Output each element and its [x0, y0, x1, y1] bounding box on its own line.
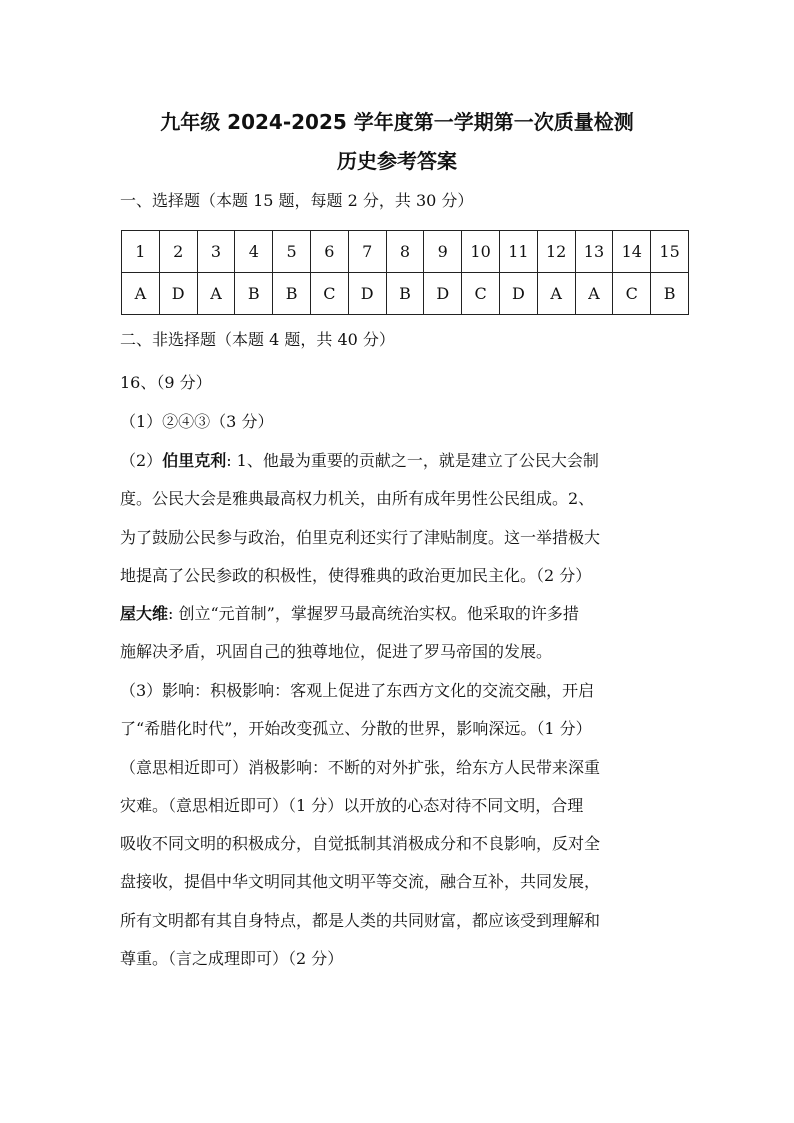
answer-line: 地提高了公民参政的积极性，使得雅典的政治更加民主化。（2 分）	[120, 565, 592, 585]
question-number: 2	[159, 231, 197, 273]
answer-text: : 创立“元首制”，掌握罗马最高统治实权。他采取的许多措	[168, 604, 579, 624]
question-number: 10	[462, 231, 500, 273]
answer-letter: D	[424, 273, 462, 315]
part-label: （2）	[120, 451, 163, 470]
answer-letter: D	[348, 273, 386, 315]
document-title: 九年级 2024-2025 学年度第一学期第一次质量检测	[160, 110, 634, 134]
answer-line: 施解决矛盾，巩固自己的独尊地位，促进了罗马帝国的发展。	[120, 642, 553, 662]
answer-line: 所有文明都有其自身特点，都是人类的共同财富，都应该受到理解和	[120, 910, 601, 930]
answer-line	[120, 442, 680, 480]
answer-letter: A	[197, 273, 235, 315]
answer-line: 为了鼓励公民参与政治，伯里克利还实行了津贴制度。这一举措极大	[120, 527, 601, 547]
question-number: 9	[424, 231, 462, 273]
answer-line: 了“希腊化时代”，开始改变孤立、分散的世界，影响深远。（1 分）	[120, 719, 592, 739]
answer-line: 灾难。（意思相近即可）（1 分）以开放的心态对待不同文明，合理	[120, 795, 584, 815]
q16-part2-answer	[120, 442, 680, 672]
answer-letter: B	[386, 273, 424, 315]
answer-letter: A	[537, 273, 575, 315]
q16-part1-answer: （1）②④③（3 分）	[120, 412, 274, 431]
answer-row	[122, 273, 689, 315]
answer-text: : 1、他最为重要的贡献之一，就是建立了公民大会制	[226, 451, 599, 470]
question-number-row	[122, 231, 689, 273]
section-2-heading: 二、非选择题（本题 4 题，共 40 分）	[120, 330, 395, 349]
question-16-heading: 16、（9 分）	[120, 373, 212, 392]
figure-name-pericles: 伯里克利	[162, 451, 227, 470]
answer-letter: D	[159, 273, 197, 315]
figure-name-octavian: 屋大维	[120, 604, 169, 624]
answer-letter: B	[651, 273, 689, 315]
answer-letter: C	[462, 273, 500, 315]
question-number: 12	[537, 231, 575, 273]
question-number: 1	[122, 231, 160, 273]
section-1-heading: 一、选择题（本题 15 题，每题 2 分，共 30 分）	[120, 191, 474, 210]
document-subtitle: 历史参考答案	[337, 149, 457, 173]
question-number: 4	[235, 231, 273, 273]
question-number: 14	[613, 231, 651, 273]
question-number: 3	[197, 231, 235, 273]
answer-letter: D	[499, 273, 537, 315]
question-number: 8	[386, 231, 424, 273]
question-number: 11	[499, 231, 537, 273]
answer-letter: C	[613, 273, 651, 315]
answer-letter: A	[575, 273, 613, 315]
answer-line: 度。公民大会是雅典最高权力机关，由所有成年男性公民组成。2、	[120, 489, 595, 509]
answer-line: 盘接收，提倡中华文明同其他文明平等交流，融合互补，共同发展，	[120, 872, 601, 892]
question-number: 5	[273, 231, 311, 273]
answer-letter: B	[235, 273, 273, 315]
answer-line: （意思相近即可）消极影响：不断的对外扩张，给东方人民带来深重	[120, 757, 601, 777]
answer-letter: B	[273, 273, 311, 315]
answer-letter: C	[310, 273, 348, 315]
question-number: 7	[348, 231, 386, 273]
q16-part3-answer	[120, 672, 680, 978]
answer-line: （3）影响：积极影响：客观上促进了东西方文化的交流交融，开启	[120, 681, 595, 700]
question-number: 6	[310, 231, 348, 273]
answer-line: 吸收不同文明的积极成分，自觉抵制其消极成分和不良影响，反对全	[120, 834, 601, 854]
answer-table	[121, 230, 689, 315]
answer-line	[120, 595, 680, 633]
answer-letter: A	[122, 273, 160, 315]
question-number: 15	[651, 231, 689, 273]
answer-line: 尊重。（言之成理即可）（2 分）	[120, 949, 344, 969]
question-number: 13	[575, 231, 613, 273]
